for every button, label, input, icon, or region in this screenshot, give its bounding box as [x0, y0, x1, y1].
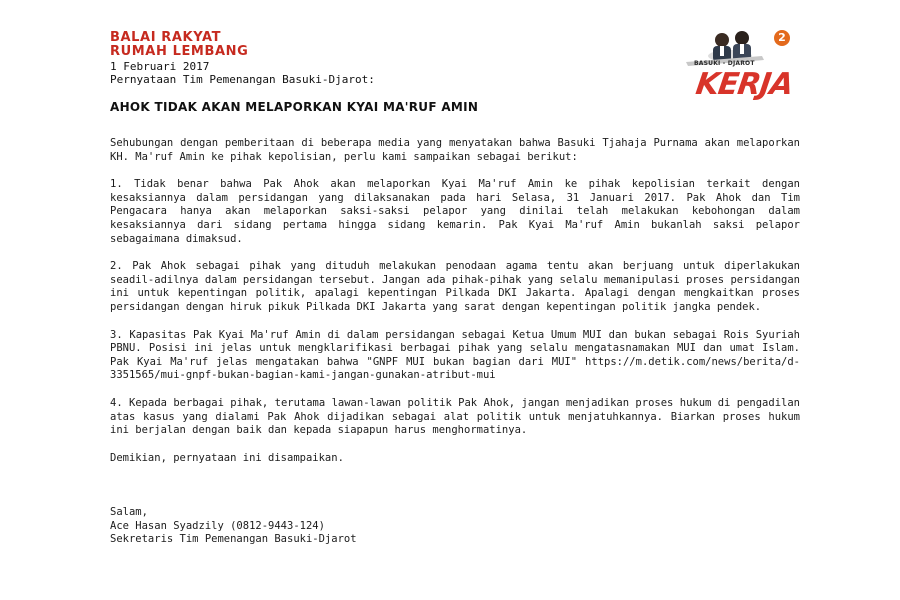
signature-block [110, 506, 357, 547]
point-3-paragraph: 3. Kapasitas Pak Kyai Ma'ruf Amin di dalam persidangan sebagai Ketua Umum MUI dan bukan sebagai Rois Syuriah PBNU. Posisi ini jelas untuk mengklarifikasi berbagai pihak yang selalu mengatasnamakan MUI dan umat Islam. Pak Kyai Ma'ruf jelas mengatakan bahwa "GNPF MUI bukan bagian dari MUI" https://m.detik.com/news/berita/d-3351565/mui-gnpf-bukan-bagian-kami-jangan-gunakan-atribut-mui [110, 328, 800, 382]
logo-word: KERJA [693, 67, 795, 102]
point-2-paragraph: 2. Pak Ahok sebagai pihak yang dituduh melakukan penodaan agama tentu akan berjuang untuk diperlakukan seadil-adilnya dalam persidangan tersebut. Jangan ada pihak-pihak yang selalu memanipulasi proses persidangan ini untuk kepentingan politik, apalagi kepentingan Pilkada DKI Jakarta. Apalagi dengan mengkaitkan proses persidangan dengan hiruk pikuk Pilkada DKI Jakarta yang sarat dengan kepentingan politik jangka pendek. [110, 260, 800, 313]
statement-meta [110, 60, 375, 86]
organization-name [110, 31, 248, 59]
statement-body [110, 137, 800, 479]
intro-paragraph: Sehubungan dengan pemberitaan di beberapa media yang menyatakan bahwa Basuki Tjahaja Purnama akan melaporkan KH. Ma'ruf Amin ke pihak kepolisian, perlu kami sampaikan sebagai berikut: [110, 137, 800, 163]
logo-tagline: BASUKI - DJAROT [694, 60, 755, 67]
signatory-title: Sekretaris Tim Pemenangan Basuki-Djarot [110, 533, 357, 546]
point-1-paragraph: 1. Tidak benar bahwa Pak Ahok akan melaporkan Kyai Ma'ruf Amin ke pihak kepolisian terkait dengan kesaksiannya dalam persidangan yang dilaksanakan pada hari Selasa, 31 Januari 2017. Pak Ahok dan Tim Pengacara hanya akan melaporkan saksi-saksi pelapor yang dinilai telah melakukan kebohongan dalam kesaksiannya dari sidang pertama hingga sidang kemarin. Pak Kyai Ma'ruf Amin bukanlah saksi pelapor sebagaimana dimaksud. [110, 178, 800, 245]
salutation: Salam, [110, 506, 148, 518]
ballot-number-badge: 2 [774, 30, 790, 46]
campaign-logo [682, 26, 802, 104]
statement-headline: AHOK TIDAK AKAN MELAPORKAN KYAI MA'RUF AMIN [110, 100, 479, 114]
signatory-name: Ace Hasan Syadzily (0812-9443-124) [110, 519, 325, 532]
closing-paragraph: Demikian, pernyataan ini disampaikan. [110, 451, 344, 464]
statement-date: 1 Februari 2017 [110, 60, 210, 73]
org-line-2: RUMAH LEMBANG [110, 44, 249, 59]
statement-by: Pernyataan Tim Pemenangan Basuki-Djarot: [110, 73, 375, 86]
point-4-paragraph: 4. Kepada berbagai pihak, terutama lawan-lawan politik Pak Ahok, jangan menjadikan proses hukum di pengadilan atas kasus yang dialami Pak Ahok dijadikan sebagai alat politik untuk menjatuhkannya. Biarkan proses hukum ini berjalan dengan baik dan kepada siapapun harus menghormatinya. [110, 396, 800, 437]
org-line-1: BALAI RAKYAT [110, 30, 222, 45]
